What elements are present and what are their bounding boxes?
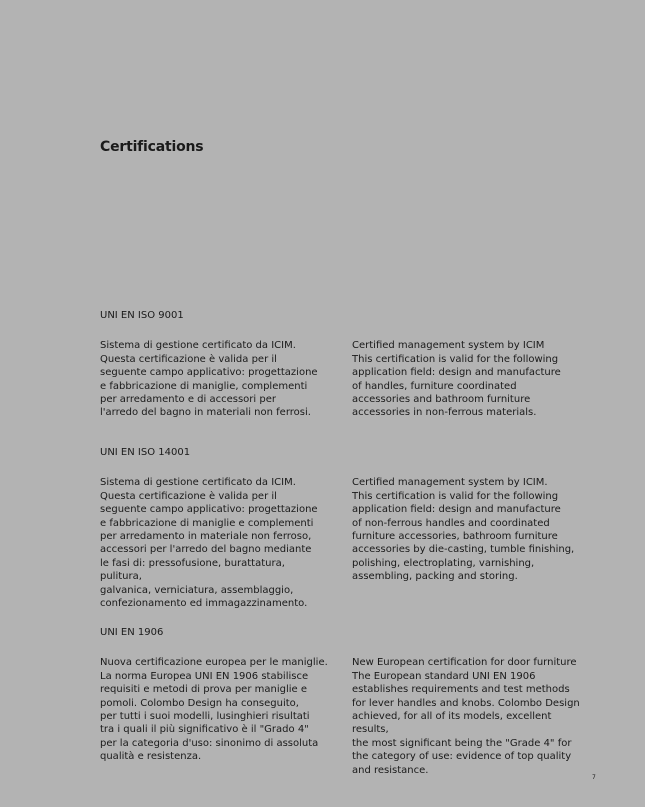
section-heading: UNI EN 1906	[100, 627, 164, 638]
section-en-1906	[100, 626, 580, 776]
italian-text: Nuova certificazione europea per le maniglie. La norma Europea UNI EN 1906 stabilisce requisiti e metodi di prova per maniglie e pomoli. Colombo Design ha conseguito, per tutti i suoi modelli, lusinghieri risultati tra i quali il più significativo è il "Grado 4" per la categoria d'uso: sinonimo di assoluta qualità e resistenza.	[100, 657, 328, 763]
section-heading: UNI EN ISO 9001	[100, 310, 184, 321]
italian-text: Sistema di gestione certificato da ICIM. Questa certificazione è valida per il seguente campo applicativo: progettazione e fabbricazione di maniglie, complementi per arredamento e di accessori per l'arredo del bagno in materiali non ferrosi.	[100, 340, 318, 419]
page-number: 7	[592, 774, 596, 781]
english-text: Certified management system by ICIM This certification is valid for the following application field: design and manufacture of handles, furniture coordinated accessories and bathroom furniture accessories in non-ferrous materials.	[352, 340, 561, 419]
italian-text: Sistema di gestione certificato da ICIM. Questa certificazione è valida per il seguente campo applicativo: progettazione e fabbricazione di maniglie e complementi per arredamento in materiale non ferroso, accessori per l'arredo del bagno mediante le fasi di: pressofusione, burattatura, pulitura, galvanica, verniciatura, assemblaggio, confezionamento ed immagazzinamento.	[100, 477, 318, 610]
english-text: Certified management system by ICIM. This certification is valid for the following application field: design and manufacture of non-ferrous handles and coordinated furniture accessories, bathroom furniture accessories by die-casting, tumble finishing, polishing, electroplating, varnishing, assembling, packing and storing.	[352, 477, 575, 583]
section-heading: UNI EN ISO 14001	[100, 447, 191, 458]
page-title: Certifications	[100, 139, 204, 155]
section-iso-9001	[100, 309, 580, 419]
section-iso-14001	[100, 446, 580, 610]
english-text: New European certification for door furniture The European standard UNI EN 1906 establishes requirements and test methods for lever handles and knobs. Colombo Design achieved, for all of its models, excellent results, the most significant being the "Grade 4" for the category of use: evidence of top quality and resistance.	[352, 657, 580, 776]
